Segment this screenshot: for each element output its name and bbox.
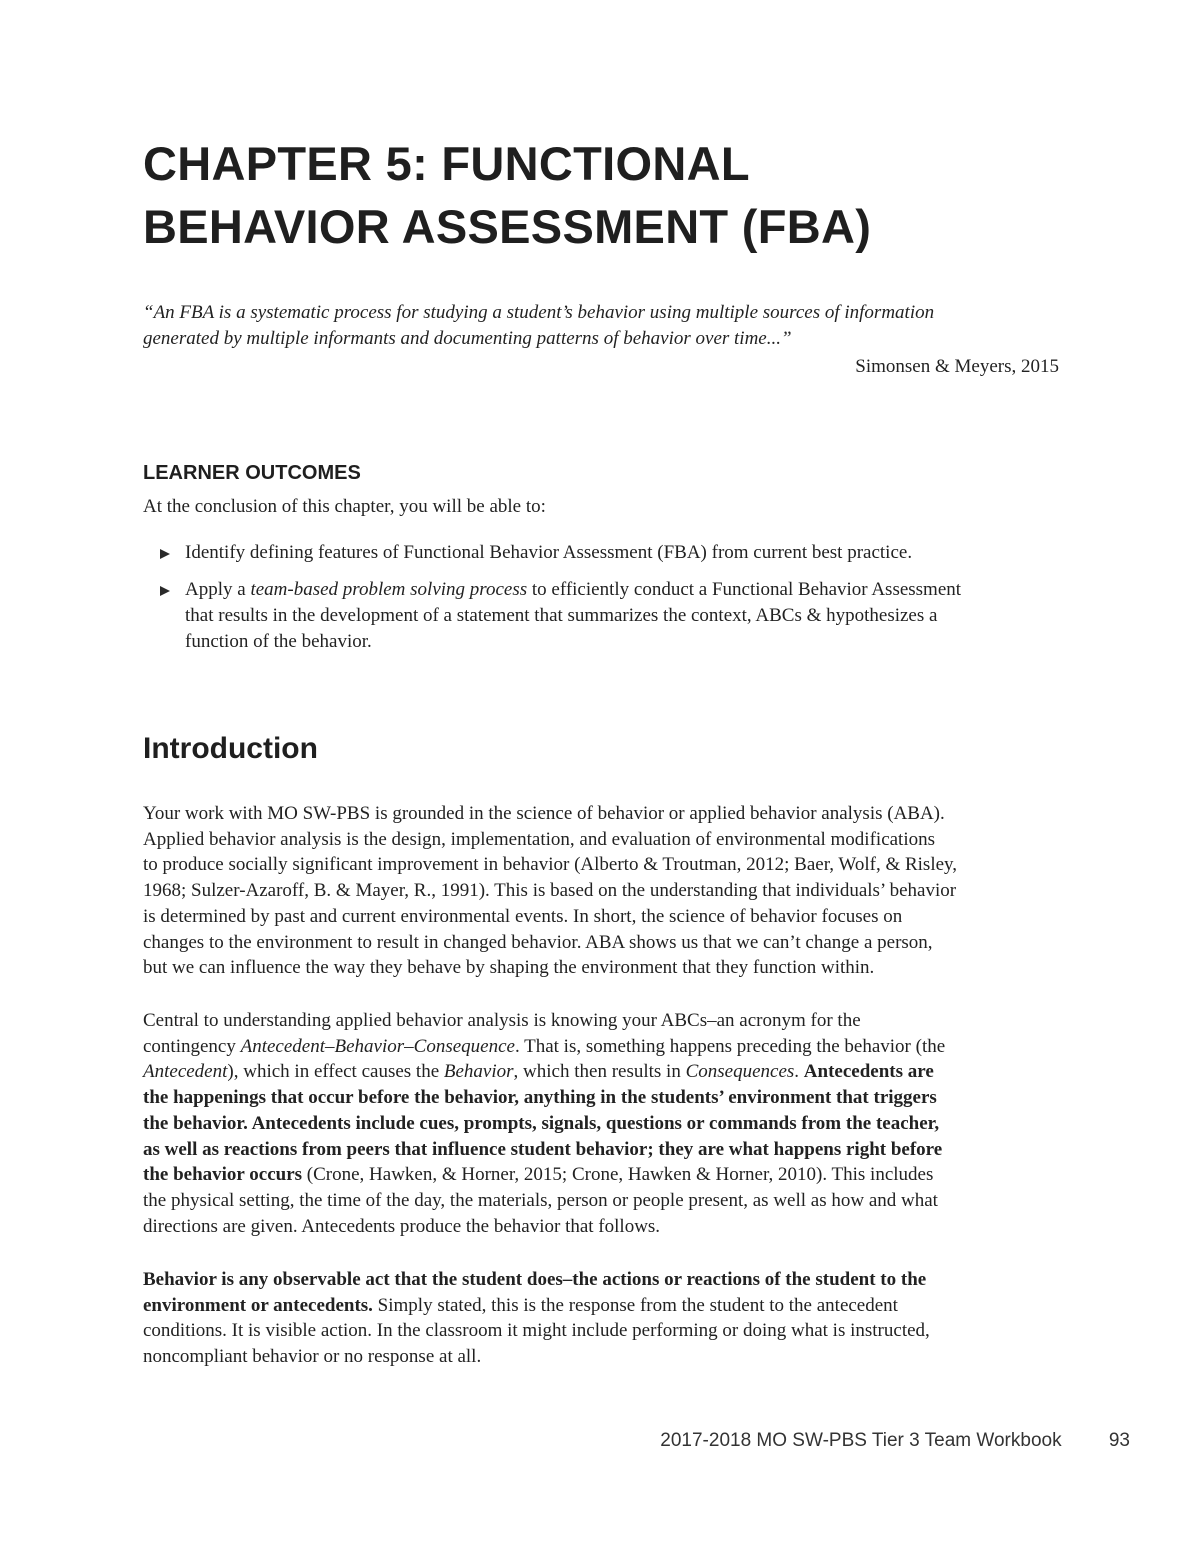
paragraph-line: changes to the environment to result in changed behavior. ABA shows us that we can’t change a person,: [143, 931, 933, 953]
text-run: , which then results in: [513, 1061, 686, 1083]
chapter-title: [143, 132, 1103, 258]
paragraph-line: [143, 1162, 1063, 1188]
outcome-emphasis: team-based problem solving process: [250, 579, 528, 600]
list-item: [143, 577, 1063, 655]
outcome-text: Apply a: [185, 579, 251, 600]
text-run: .: [794, 1061, 804, 1083]
workbook-title: 2017-2018 MO SW-PBS Tier 3 Team Workbook: [660, 1430, 1062, 1451]
paragraph-line: is determined by past and current environmental events. In short, the science of behavior focuses on: [143, 905, 903, 927]
learner-outcomes-heading: LEARNER OUTCOMES: [143, 462, 361, 484]
paragraph-line: but we can influence the way they behave by shaping the environment that they function within.: [143, 957, 875, 979]
emphasis-run: Antecedent: [143, 1061, 228, 1083]
paragraph-line: Your work with MO SW-PBS is grounded in the science of behavior or applied behavior analysis (ABA).: [143, 803, 945, 824]
paragraph-line: as well as reactions from peers that influence student behavior; they are what happens right before: [143, 1138, 943, 1160]
bold-run: the behavior occurs: [143, 1164, 303, 1186]
epigraph-line: “An FBA is a systematic process for studying a student’s behavior using multiple sources of information: [143, 302, 935, 323]
paragraph-line: the happenings that occur before the behavior, anything in the students’ environment that triggers: [143, 1087, 937, 1109]
outcome-text-line: that results in the development of a statement that summarizes the context, ABCs & hypothesizes a: [185, 605, 938, 626]
learner-outcomes-intro: At the conclusion of this chapter, you will be able to:: [143, 496, 546, 517]
epigraph-quote: [143, 300, 1061, 352]
bold-run: environment or antecedents.: [143, 1294, 373, 1316]
emphasis-run: Antecedent–Behavior–Consequence: [240, 1035, 515, 1057]
outcome-text-line: function of the behavior.: [185, 631, 372, 652]
emphasis-run: Consequences: [685, 1061, 795, 1083]
introduction-paragraph-3: [143, 1267, 1063, 1370]
outcome-text: Identify defining features of Functional Behavior Assessment (FBA) from current best practice.: [185, 542, 913, 563]
paragraph-line: [143, 1034, 1063, 1060]
triangle-bullet-icon: [160, 586, 170, 596]
paragraph-line: Central to understanding applied behavior analysis is knowing your ABCs–an acronym for the: [143, 1010, 861, 1031]
paragraph-line: noncompliant behavior or no response at all.: [143, 1346, 482, 1368]
chapter-title-line: BEHAVIOR ASSESSMENT (FBA): [143, 200, 872, 253]
introduction-paragraph-1: [143, 801, 1063, 981]
emphasis-run: Behavior: [443, 1061, 514, 1083]
text-run: ), which in effect causes the: [227, 1061, 444, 1083]
paragraph-line: Behavior is any observable act that the student does–the actions or reactions of the student to the: [143, 1269, 927, 1290]
list-item: [143, 540, 1063, 566]
epigraph-line: generated by multiple informants and documenting patterns of behavior over time...”: [143, 328, 792, 349]
bold-run: Antecedents are: [803, 1061, 934, 1083]
outcome-text-line: [185, 577, 1063, 603]
outcome-text: to efficiently conduct a Functional Behavior Assessment: [527, 579, 962, 600]
text-run: (Crone, Hawken, & Horner, 2015; Crone, Hawken & Horner, 2010). This includes: [302, 1164, 934, 1186]
paragraph-line: Applied behavior analysis is the design, implementation, and evaluation of environmental modifications: [143, 828, 936, 850]
text-run: contingency: [143, 1035, 241, 1057]
paragraph-line: to produce socially significant improvement in behavior (Alberto & Troutman, 2012; Baer, Wolf, & Risley,: [143, 854, 958, 876]
page-number: 93: [1108, 1430, 1130, 1451]
triangle-bullet-icon: [160, 549, 170, 559]
text-run: Simply stated, this is the response from the student to the antecedent: [372, 1294, 898, 1316]
introduction-paragraph-2: [143, 1008, 1063, 1239]
page-footer: [660, 1430, 1130, 1452]
epigraph-attribution: Simonsen & Meyers, 2015: [855, 356, 1059, 377]
chapter-title-line: CHAPTER 5: FUNCTIONAL: [143, 137, 750, 190]
paragraph-line: directions are given. Antecedents produce the behavior that follows.: [143, 1215, 661, 1237]
paragraph-line: [143, 1059, 1063, 1085]
paragraph-line: conditions. It is visible action. In the classroom it might include performing or doing what is instructed,: [143, 1320, 930, 1342]
paragraph-line: [143, 1293, 1063, 1319]
introduction-heading: Introduction: [143, 732, 318, 765]
text-run: . That is, something happens preceding the behavior (the: [514, 1035, 946, 1057]
learner-outcomes-list: [143, 540, 1063, 666]
paragraph-line: 1968; Sulzer-Azaroff, B. & Mayer, R., 1991). This is based on the understanding that individuals’ behavior: [143, 880, 957, 902]
paragraph-line: the behavior. Antecedents include cues, prompts, signals, questions or commands from the teacher,: [143, 1112, 940, 1134]
paragraph-line: the physical setting, the time of the day, the materials, person or people present, as well as how and what: [143, 1189, 938, 1211]
